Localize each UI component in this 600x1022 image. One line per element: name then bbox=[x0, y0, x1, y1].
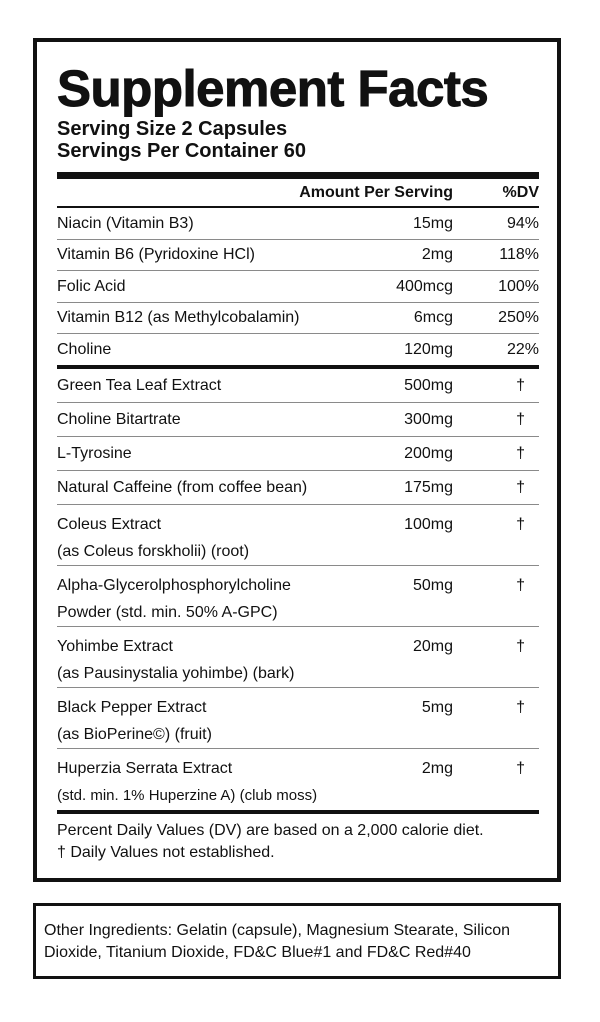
footnotes bbox=[57, 814, 539, 864]
other-ingredients-box bbox=[33, 903, 561, 979]
ingredient-name: Green Tea Leaf Extract bbox=[57, 376, 222, 394]
vitamin-list bbox=[57, 208, 539, 365]
ingredient-name: Natural Caffeine (from coffee bean) bbox=[57, 478, 308, 496]
ingredient-name bbox=[57, 572, 353, 626]
daily-values-note: Percent Daily Values (DV) are based on a 2,000 calorie diet. bbox=[57, 821, 484, 839]
ingredient-name-line1: Huperzia Serrata Extract bbox=[57, 759, 233, 777]
ingredient-name bbox=[57, 633, 353, 687]
nutrient-dv: 100% bbox=[498, 277, 539, 295]
ingredient-name-line1: Yohimbe Extract bbox=[57, 637, 173, 655]
ingredient-amount: 20mg bbox=[412, 637, 453, 655]
ingredient-row bbox=[57, 505, 539, 566]
ingredient-name-line1: Alpha-Glycerolphosphorylcholine bbox=[57, 576, 291, 594]
ingredient-name-line1: Black Pepper Extract bbox=[57, 698, 207, 716]
ingredient-amount: 500mg bbox=[404, 376, 453, 394]
ingredient-dv: † bbox=[516, 698, 525, 716]
ingredient-amount: 5mg bbox=[421, 698, 453, 716]
ingredient-name: Choline Bitartrate bbox=[57, 410, 181, 428]
ingredient-row bbox=[57, 369, 539, 403]
nutrient-amount: 6mcg bbox=[413, 309, 453, 327]
ingredient-dv: † bbox=[516, 515, 525, 533]
vitamin-row bbox=[57, 334, 539, 365]
dv-header: %DV bbox=[502, 183, 539, 201]
nutrient-name: Vitamin B6 (Pyridoxine HCl) bbox=[57, 246, 255, 264]
ingredient-name-line2: (as Coleus forskholii) (root) bbox=[57, 542, 250, 560]
servings-per-container: Servings Per Container 60 bbox=[57, 140, 306, 162]
ingredient-name-line2: (as BioPerine©) (fruit) bbox=[57, 725, 212, 743]
ingredient-row bbox=[57, 749, 539, 810]
vitamin-row bbox=[57, 271, 539, 303]
ingredient-row bbox=[57, 688, 539, 749]
vitamin-row bbox=[57, 303, 539, 335]
ingredient-amount: 2mg bbox=[421, 759, 453, 777]
ingredient-row bbox=[57, 403, 539, 437]
vitamin-row bbox=[57, 208, 539, 240]
not-established-note: † Daily Values not established. bbox=[57, 843, 275, 861]
nutrient-amount: 400mcg bbox=[396, 277, 453, 295]
ingredient-amount: 50mg bbox=[412, 576, 453, 594]
ingredient-amount: 175mg bbox=[404, 478, 453, 496]
nutrient-name: Vitamin B12 (as Methylcobalamin) bbox=[57, 309, 300, 327]
serving-size: Serving Size 2 Capsules bbox=[57, 118, 288, 140]
nutrient-name: Folic Acid bbox=[57, 277, 126, 295]
ingredient-dv: † bbox=[516, 376, 525, 394]
ingredient-name-line1: Coleus Extract bbox=[57, 515, 162, 533]
ingredient-amount: 300mg bbox=[404, 410, 453, 428]
ingredient-row bbox=[57, 627, 539, 688]
ingredient-row bbox=[57, 437, 539, 471]
nutrient-dv: 118% bbox=[499, 246, 539, 264]
ingredient-name bbox=[57, 694, 353, 748]
ingredient-dv: † bbox=[516, 637, 525, 655]
nutrient-amount: 2mg bbox=[421, 246, 453, 264]
ingredient-amount: 200mg bbox=[404, 444, 453, 462]
ingredient-dv: † bbox=[516, 444, 525, 462]
column-header-row bbox=[57, 179, 539, 208]
ingredient-name: L-Tyrosine bbox=[57, 444, 132, 462]
ingredient-name bbox=[57, 511, 353, 565]
thick-divider bbox=[57, 172, 539, 179]
ingredient-row bbox=[57, 471, 539, 505]
supplement-facts-panel bbox=[33, 38, 561, 882]
ingredient-dv: † bbox=[516, 410, 525, 428]
ingredient-dv: † bbox=[516, 759, 525, 777]
ingredient-list bbox=[57, 369, 539, 810]
ingredient-name-line2: (as Pausinystalia yohimbe) (bark) bbox=[57, 664, 295, 682]
ingredient-dv: † bbox=[516, 478, 525, 496]
amount-per-serving-header: Amount Per Serving bbox=[299, 183, 453, 201]
ingredient-name-line2: (std. min. 1% Huperzine A) (club moss) bbox=[57, 786, 318, 804]
nutrient-name: Choline bbox=[57, 340, 112, 358]
nutrient-name: Niacin (Vitamin B3) bbox=[57, 214, 194, 232]
label-title: Supplement Facts bbox=[57, 60, 489, 117]
ingredient-row bbox=[57, 566, 539, 627]
ingredient-dv: † bbox=[516, 576, 525, 594]
nutrient-dv: 250% bbox=[498, 309, 539, 327]
nutrient-amount: 120mg bbox=[404, 340, 453, 358]
ingredient-amount: 100mg bbox=[404, 515, 453, 533]
nutrient-dv: 94% bbox=[506, 214, 539, 232]
nutrient-amount: 15mg bbox=[412, 214, 453, 232]
ingredient-name-line2: Powder (std. min. 50% A-GPC) bbox=[57, 603, 278, 621]
nutrient-dv: 22% bbox=[506, 340, 539, 358]
vitamin-row bbox=[57, 240, 539, 272]
ingredient-name bbox=[57, 755, 353, 809]
other-ingredients-text: Other Ingredients: Gelatin (capsule), Magnesium Stearate, Silicon Dioxide, Titanium Dioxide, FD&C Blue#1 and FD&C Red#40 bbox=[44, 922, 511, 961]
